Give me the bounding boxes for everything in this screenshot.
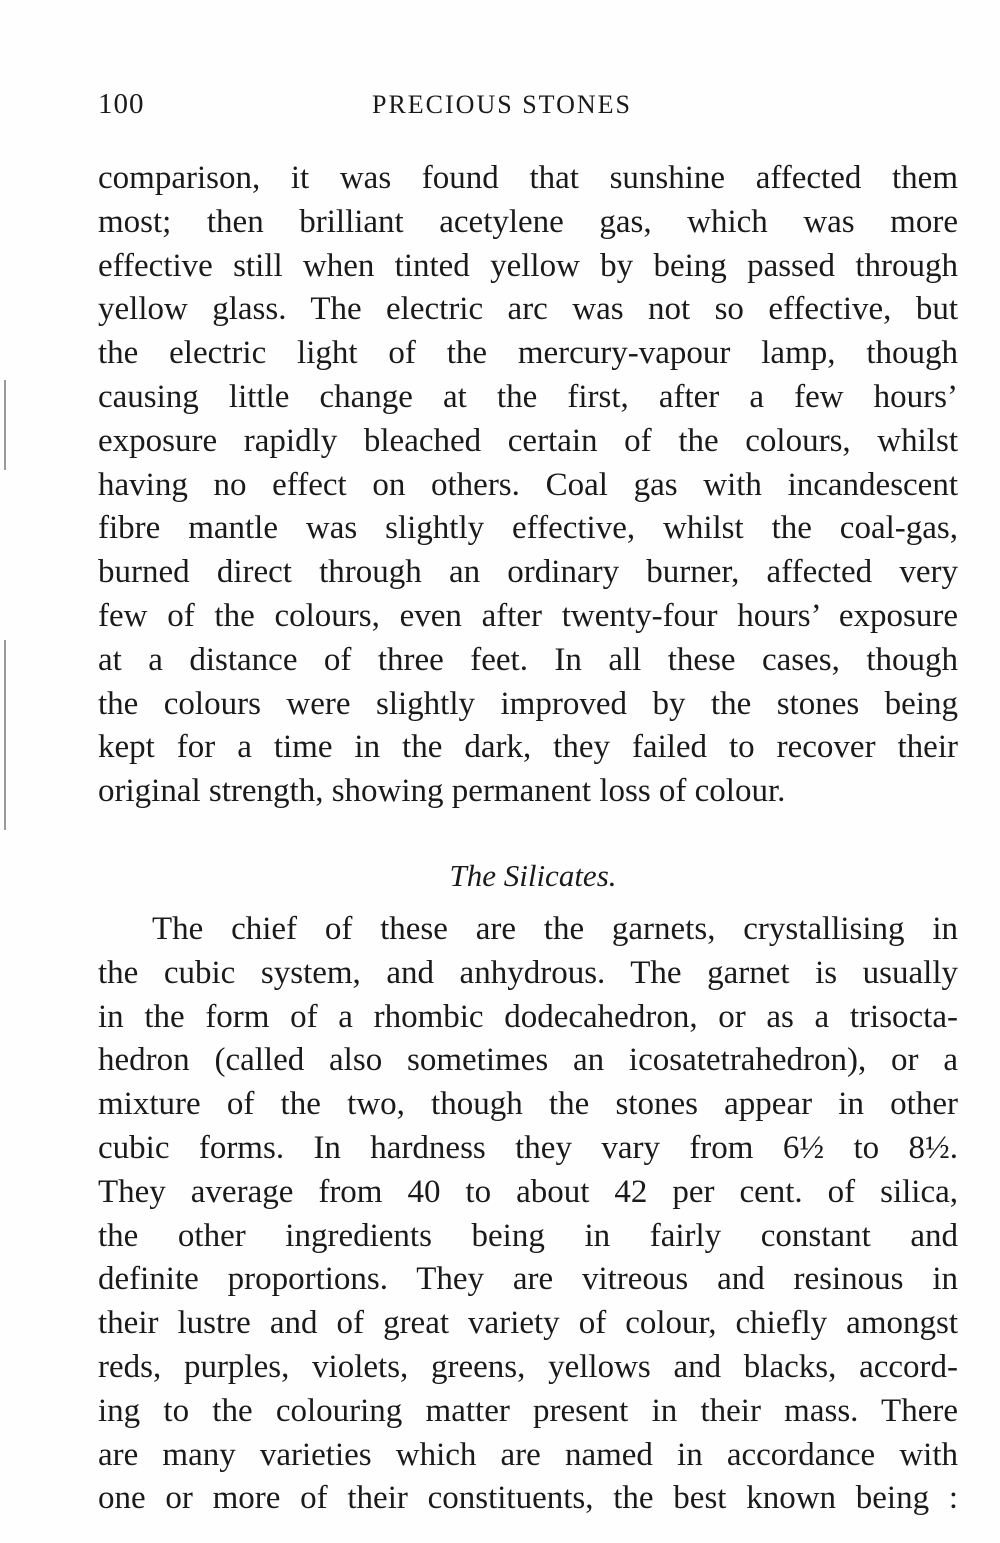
text-line: in the form of a rhombic dodecahedron, or as a trisocta- bbox=[98, 998, 958, 1035]
text-line: at a distance of three feet. In all these cases, though bbox=[98, 641, 958, 678]
text-line: kept for a time in the dark, they failed to recover their bbox=[98, 729, 958, 766]
text-line: fibre mantle was slightly effective, whilst the coal-gas, bbox=[98, 510, 958, 547]
text-line: exposure rapidly bleached certain of the colours, whilst bbox=[98, 422, 958, 459]
text-line: comparison, it was found that sunshine affected them bbox=[98, 160, 958, 196]
section-heading: The Silicates. bbox=[449, 858, 617, 893]
text-line: hedron (called also sometimes an icosatetrahedron), or a bbox=[98, 1042, 958, 1079]
text-line: burned direct through an ordinary burner, affected very bbox=[98, 554, 958, 591]
text-line: few of the colours, even after twenty-four hours’ exposure bbox=[98, 597, 958, 634]
running-head: PRECIOUS STONES bbox=[372, 90, 632, 119]
text-line: their lustre and of great variety of colour, chiefly amongst bbox=[98, 1305, 958, 1342]
text-line: reds, purples, violets, greens, yellows and blacks, accord- bbox=[98, 1348, 958, 1385]
page-header bbox=[98, 88, 958, 128]
text-line: definite proportions. They are vitreous and resinous in bbox=[98, 1261, 958, 1298]
text-line: having no effect on others. Coal gas with incandescent bbox=[98, 466, 958, 503]
text-line: The chief of these are the garnets, crystallising in bbox=[152, 911, 958, 947]
text-line: cubic forms. In hardness they vary from 6½ to 8½. bbox=[98, 1129, 958, 1166]
text-line: the cubic system, and anhydrous. The garnet is usually bbox=[98, 954, 958, 991]
text-line: original strength, showing permanent loss of colour. bbox=[98, 773, 786, 810]
scan-margin-mark bbox=[4, 380, 6, 470]
text-line: causing little change at the first, after a few hours’ bbox=[98, 378, 958, 415]
scan-margin-mark bbox=[4, 640, 6, 830]
text-line: the electric light of the mercury-vapour lamp, though bbox=[98, 335, 958, 372]
text-line: the colours were slightly improved by the stones being bbox=[98, 685, 958, 722]
paragraph-1 bbox=[98, 157, 958, 814]
text-line: effective still when tinted yellow by being passed through bbox=[98, 247, 958, 284]
text-line: They average from 40 to about 42 per cent. of silica, bbox=[98, 1173, 958, 1210]
text-line: one or more of their constituents, the best known being : bbox=[98, 1480, 958, 1517]
text-line: are many varieties which are named in accordance with bbox=[98, 1436, 958, 1473]
paragraph-2 bbox=[98, 908, 958, 1521]
text-line: ing to the colouring matter present in their mass. There bbox=[98, 1392, 958, 1429]
page-number: 100 bbox=[98, 88, 145, 120]
text-line: the other ingredients being in fairly constant and bbox=[98, 1217, 958, 1254]
text-line: yellow glass. The electric arc was not so effective, but bbox=[98, 291, 958, 328]
text-line: mixture of the two, though the stones appear in other bbox=[98, 1086, 958, 1123]
text-line: most; then brilliant acetylene gas, which was more bbox=[98, 203, 958, 240]
